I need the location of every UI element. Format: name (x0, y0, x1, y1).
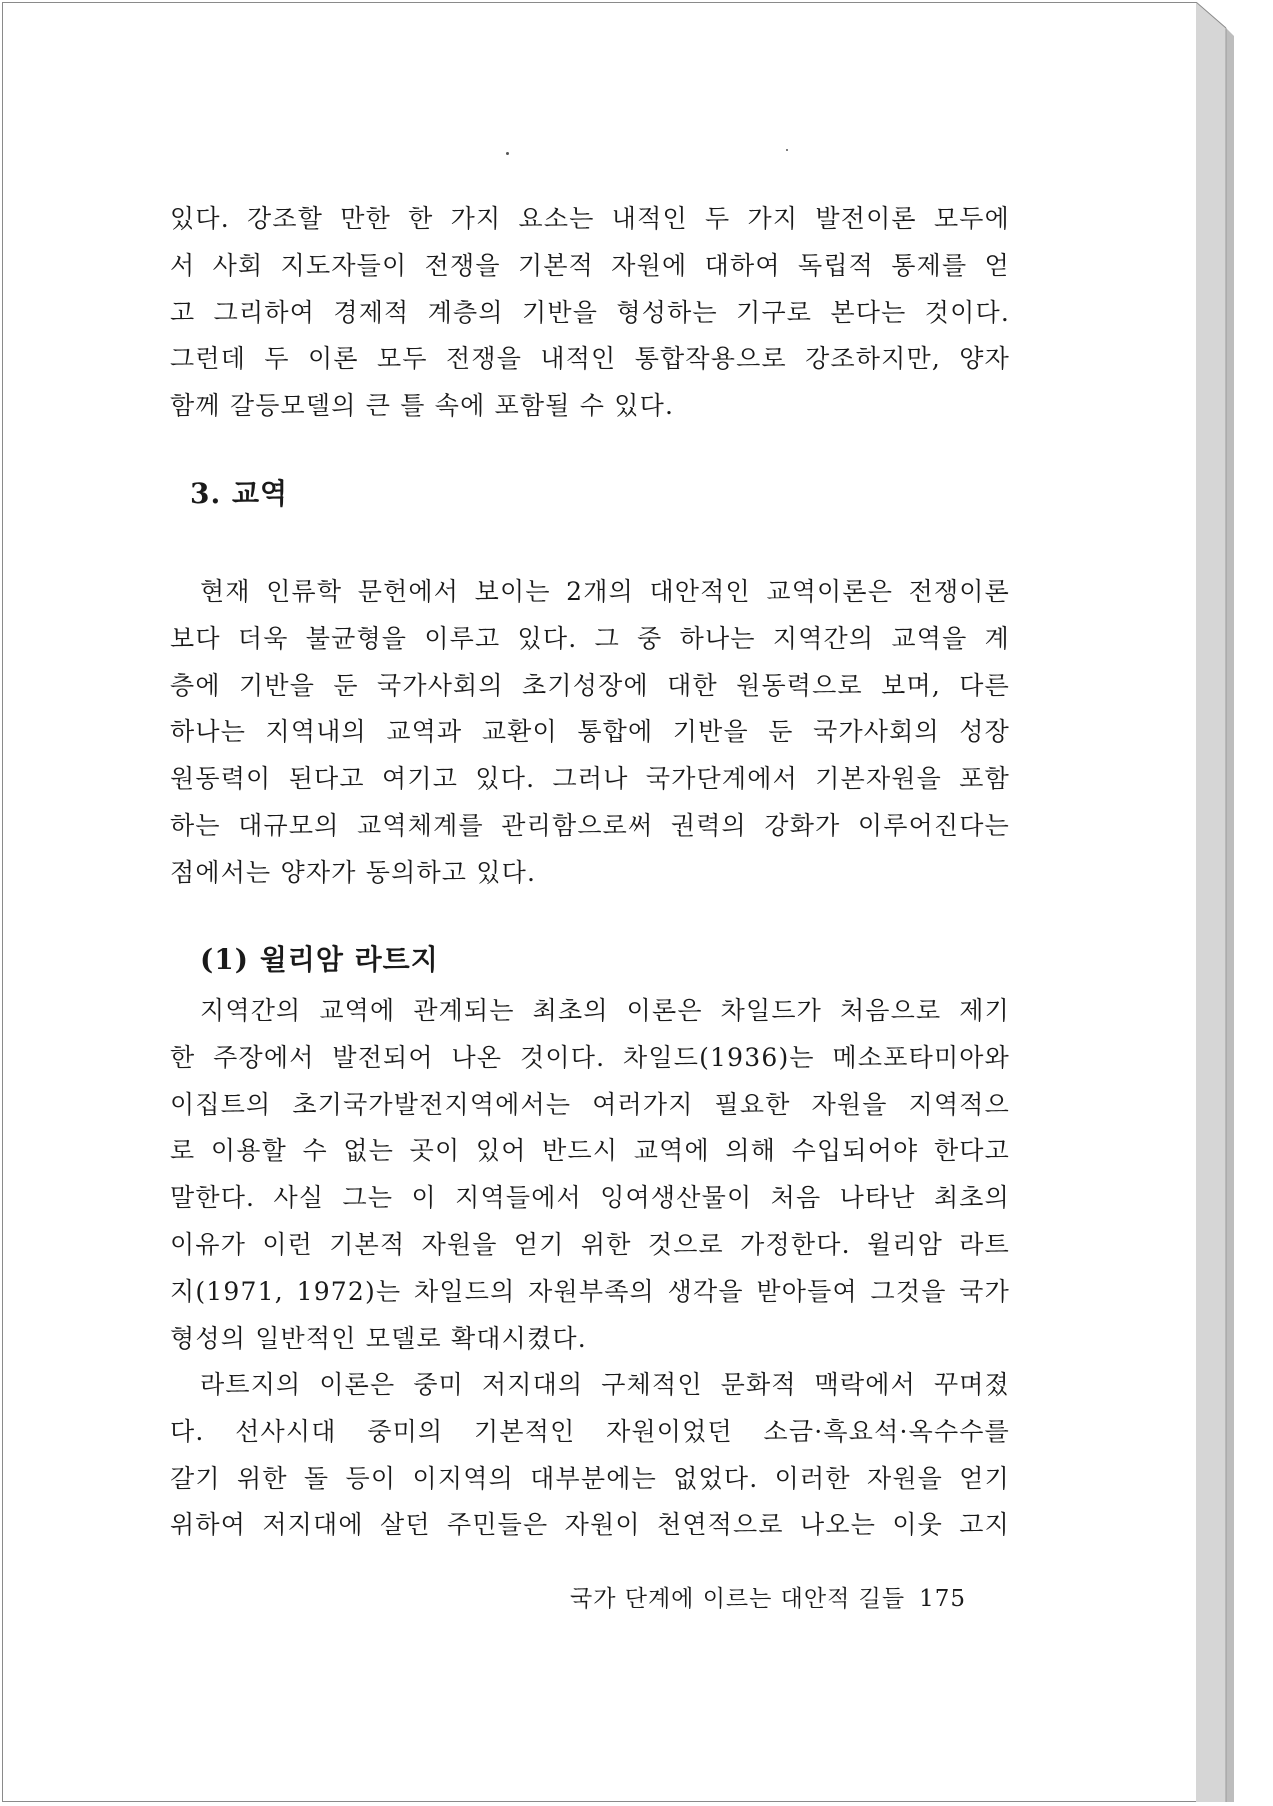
text-line: 있다. 강조할 만한 한 가지 요소는 내적인 두 가지 발전이론 모두에 (170, 204, 1010, 233)
text-line: 점에서는 양자가 동의하고 있다. (170, 857, 537, 887)
text-line: 형성의 일반적인 모델로 확대시켰다. (170, 1323, 587, 1353)
text-line: 지(1971, 1972)는 차일드의 자원부족의 생각을 받아들여 그것을 국가 (170, 1276, 1010, 1306)
text-line: 말한다. 사실 그는 이 지역들에서 잉여생산물이 처음 나타난 최초의 (170, 1183, 1010, 1213)
text-line: 하나는 지역내의 교역과 교환이 통합에 기반을 둔 국가사회의 성장 (170, 717, 1010, 747)
text-line: 이유가 이런 기본적 자원을 얻기 위한 것으로 가정한다. 윌리암 라트 (170, 1229, 1010, 1259)
text-line: 서 사회 지도자들이 전쟁을 기본적 자원에 대하여 독립적 통제를 얻 (170, 250, 1010, 280)
text-line: 함께 갈등모델의 큰 틀 속에 포함될 수 있다. (170, 391, 675, 421)
paragraph (170, 988, 1010, 1362)
subsection-heading: (1) 윌리암 라트지 (200, 943, 439, 976)
text-line: 한 주장에서 발전되어 나온 것이다. 차일드(1936)는 메소포타미아와 (170, 1042, 1010, 1072)
running-title: 국가 단계에 이르는 대안적 길들 (570, 1586, 906, 1612)
page-number: 175 (919, 1586, 966, 1612)
text-line: 고 그리하여 경제적 계층의 기반을 형성하는 기구로 본다는 것이다. (170, 297, 1010, 327)
paragraph (170, 569, 1010, 897)
text-line: 위하여 저지대에 살던 주민들은 자원이 천연적으로 나오는 이웃 고지 (170, 1510, 1010, 1540)
text-line: 원동력이 된다고 여기고 있다. 그러나 국가단계에서 기본자원을 포함 (170, 764, 1010, 794)
text-line: 이집트의 초기국가발전지역에서는 여러가지 필요한 자원을 지역적으 (170, 1089, 1010, 1119)
text-line: 지역간의 교역에 관계되는 최초의 이론은 차일드가 처음으로 제기 (200, 996, 1010, 1025)
text-line: 다. 선사시대 중미의 기본적인 자원이었던 소금·흑요석·옥수수를 (170, 1416, 1010, 1446)
page-stack-edge (1196, 2, 1234, 1802)
text-line: 라트지의 이론은 중미 저지대의 구체적인 문화적 맥락에서 꾸며졌 (200, 1370, 1010, 1399)
scan-speck (786, 149, 788, 151)
text-line: 보다 더욱 불균형을 이루고 있다. 그 중 하나는 지역간의 교역을 계 (170, 623, 1010, 653)
paragraph (170, 1362, 1010, 1549)
scan-speck (506, 152, 509, 155)
text-line: 로 이용할 수 없는 곳이 있어 반드시 교역에 의해 수입되어야 한다고 (170, 1136, 1010, 1166)
section-heading: 3. 교역 (190, 477, 289, 510)
text-line: 하는 대규모의 교역체계를 관리함으로써 권력의 강화가 이루어진다는 (170, 810, 1010, 840)
text-line: 그런데 두 이론 모두 전쟁을 내적인 통합작용으로 강조하지만, 양자 (170, 344, 1010, 374)
text-line: 현재 인류학 문헌에서 보이는 2개의 대안적인 교역이론은 전쟁이론 (200, 577, 1010, 606)
text-line: 갈기 위한 돌 등이 이지역의 대부분에는 없었다. 이러한 자원을 얻기 (170, 1463, 1010, 1493)
text-line: 층에 기반을 둔 국가사회의 초기성장에 대한 원동력으로 보며, 다른 (170, 670, 1010, 700)
paragraph (170, 196, 1010, 430)
page-footer (570, 1580, 966, 1613)
